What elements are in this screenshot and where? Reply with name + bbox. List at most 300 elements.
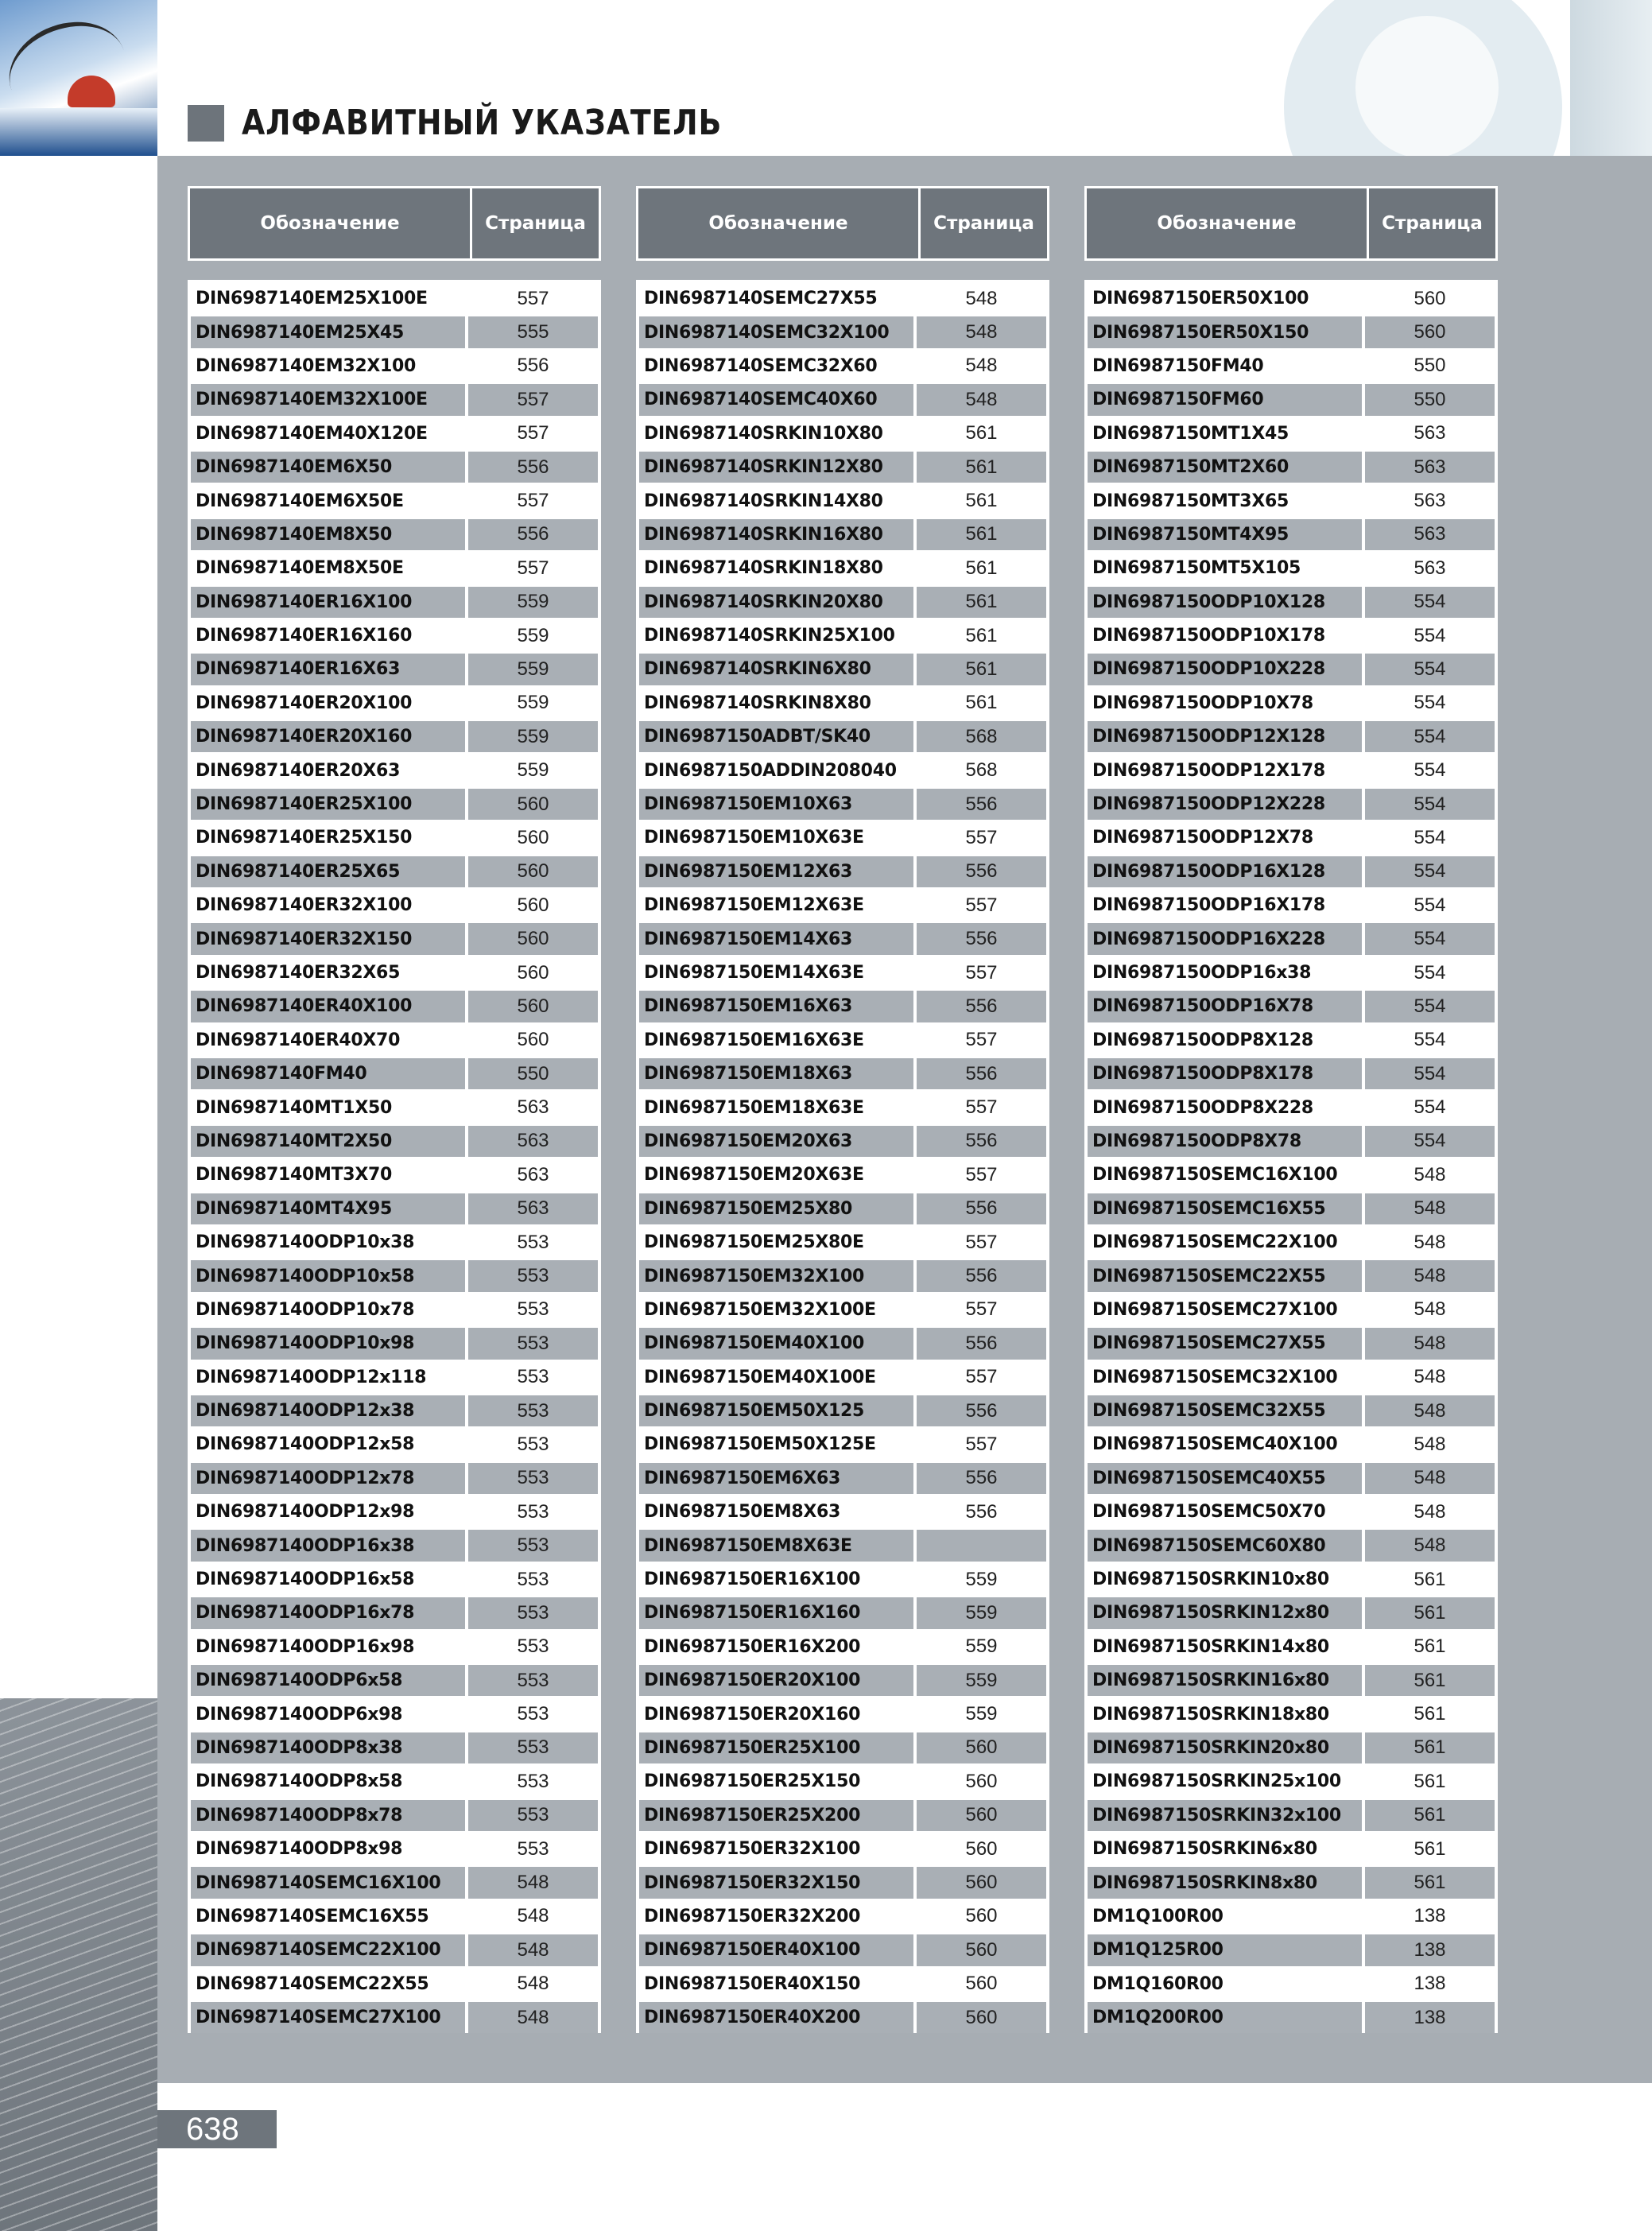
page-cell: 561 (1365, 1665, 1495, 1696)
table-row (1088, 1058, 1495, 1089)
table-row (191, 1395, 598, 1426)
page-cell: 568 (917, 721, 1046, 752)
designation-header: Обозначение (638, 188, 918, 258)
table-row (191, 1934, 598, 1965)
designation-cell: DIN6987140ODP6x58 (191, 1665, 465, 1696)
designation-cell: DIN6987140ODP12x78 (191, 1463, 465, 1494)
page-cell: 556 (468, 351, 598, 382)
designation-cell: DIN6987150ER40X200 (639, 2002, 913, 2033)
page-cell: 559 (917, 1597, 1046, 1628)
table-row (639, 351, 1046, 382)
table-row (191, 1867, 598, 1898)
designation-cell: DIN6987150SEMC50X70 (1088, 1496, 1362, 1527)
designation-cell: DIN6987150ER16X100 (639, 1564, 913, 1595)
page-cell: 550 (468, 1058, 598, 1089)
page-cell: 559 (468, 755, 598, 786)
page-cell: 553 (468, 1463, 598, 1494)
table-row (191, 1800, 598, 1831)
designation-cell: DIN6987150ODP10X128 (1088, 587, 1362, 618)
table-row (639, 1159, 1046, 1190)
designation-cell: DIN6987140ER25X150 (191, 822, 465, 853)
page-title: АЛФАВИТНЫЙ УКАЗАТЕЛЬ (242, 103, 723, 143)
designation-cell: DIN6987150ADBT/SK40 (639, 721, 913, 752)
page-cell: 555 (468, 316, 598, 347)
page-cell: 548 (1365, 1227, 1495, 1258)
page-cell: 557 (917, 1159, 1046, 1190)
page-cell: 553 (468, 1665, 598, 1696)
page-cell: 561 (917, 519, 1046, 550)
page-cell: 559 (917, 1564, 1046, 1595)
table-row (1088, 1698, 1495, 1729)
page-cell: 560 (917, 1732, 1046, 1763)
table-row (191, 789, 598, 820)
table-row (639, 519, 1046, 550)
designation-cell: DIN6987150SEMC27X100 (1088, 1294, 1362, 1325)
table-row (1088, 789, 1495, 820)
designation-cell: DIN6987140SEMC27X55 (639, 283, 913, 314)
table-row (639, 1766, 1046, 1797)
designation-cell: DIN6987150EM12X63 (639, 856, 913, 887)
table-row (191, 351, 598, 382)
designation-cell: DIN6987140SRKIN8X80 (639, 688, 913, 719)
page-header: Страница (472, 188, 599, 258)
page-number: 638 (157, 2110, 277, 2148)
page-cell: 548 (1365, 1395, 1495, 1426)
designation-cell: DIN6987140ER25X65 (191, 856, 465, 887)
designation-cell: DM1Q125R00 (1088, 1934, 1362, 1965)
designation-cell: DIN6987150EM50X125 (639, 1395, 913, 1426)
designation-cell: DIN6987150ER32X200 (639, 1901, 913, 1932)
table-row (191, 1901, 598, 1932)
table-row (191, 1260, 598, 1291)
page-cell: 553 (468, 1564, 598, 1595)
page-cell: 554 (1365, 789, 1495, 820)
designation-cell: DIN6987140FM40 (191, 1058, 465, 1089)
designation-cell: DIN6987150SRKIN16x80 (1088, 1665, 1362, 1696)
designation-cell: DIN6987140ODP16x78 (191, 1597, 465, 1628)
left-margin-strip (0, 156, 157, 2231)
designation-cell: DIN6987150SEMC40X100 (1088, 1429, 1362, 1460)
table-row (191, 2002, 598, 2033)
designation-cell: DIN6987150ODP12X78 (1088, 822, 1362, 853)
table-row (1088, 957, 1495, 988)
index-column-3 (1084, 186, 1498, 2035)
designation-cell: DIN6987150ODP16X228 (1088, 923, 1362, 954)
designation-cell: DIN6987150EM14X63E (639, 957, 913, 988)
table-row (639, 1732, 1046, 1763)
page-cell: 554 (1365, 755, 1495, 786)
table-row (1088, 418, 1495, 449)
page-cell: 548 (1365, 1159, 1495, 1190)
designation-cell: DIN6987150EM8X63E (639, 1530, 913, 1561)
page-cell: 548 (1365, 1530, 1495, 1561)
designation-cell: DIN6987150SRKIN14x80 (1088, 1632, 1362, 1663)
table-row (639, 721, 1046, 752)
designation-header: Обозначение (1087, 188, 1367, 258)
page-cell: 548 (1365, 1193, 1495, 1224)
page-cell: 560 (468, 923, 598, 954)
table-row (1088, 1766, 1495, 1797)
designation-cell: DM1Q100R00 (1088, 1901, 1362, 1932)
table-row (191, 1665, 598, 1696)
designation-cell: DIN6987150EM10X63E (639, 822, 913, 853)
designation-cell: DIN6987140SRKIN14X80 (639, 485, 913, 516)
designation-cell: DIN6987140SEMC16X55 (191, 1901, 465, 1932)
designation-cell: DIN6987140MT3X70 (191, 1159, 465, 1190)
designation-cell: DIN6987150SEMC32X100 (1088, 1362, 1362, 1393)
table-row (191, 384, 598, 415)
page-cell: 553 (468, 1833, 598, 1864)
table-row (191, 923, 598, 954)
designation-cell: DIN6987150FM40 (1088, 351, 1362, 382)
table-row (1088, 1260, 1495, 1291)
table-row (191, 1969, 598, 2000)
designation-cell: DIN6987140ER20X100 (191, 688, 465, 719)
page-cell: 548 (917, 283, 1046, 314)
decorative-wave-pattern (0, 1698, 157, 2231)
kitesurf-photo (0, 0, 157, 156)
table-row (1088, 1092, 1495, 1123)
table-row (191, 620, 598, 651)
table-row (639, 1632, 1046, 1663)
table-row (1088, 856, 1495, 887)
designation-cell: DIN6987140SRKIN12X80 (639, 452, 913, 483)
table-row (191, 688, 598, 719)
page-cell: 548 (917, 351, 1046, 382)
page-cell: 557 (917, 822, 1046, 853)
designation-cell: DIN6987140ODP12x98 (191, 1496, 465, 1527)
table-row (1088, 1969, 1495, 2000)
page-cell: 556 (917, 856, 1046, 887)
page-cell: 559 (468, 587, 598, 618)
table-row (639, 384, 1046, 415)
table-row (191, 1632, 598, 1663)
designation-cell: DIN6987140ODP8x38 (191, 1732, 465, 1763)
page-cell: 560 (917, 1934, 1046, 1965)
designation-cell: DIN6987140ER40X70 (191, 1025, 465, 1056)
designation-cell: DIN6987150ER16X200 (639, 1632, 913, 1663)
designation-cell: DIN6987140ODP8x78 (191, 1800, 465, 1831)
designation-cell: DIN6987150ADDIN208040 (639, 755, 913, 786)
table-row (639, 1429, 1046, 1460)
page-cell: 560 (917, 1969, 1046, 2000)
table-row (1088, 1564, 1495, 1595)
table-row (191, 1058, 598, 1089)
table-row (639, 316, 1046, 347)
table-row (191, 1092, 598, 1123)
page-cell: 548 (468, 1867, 598, 1898)
column-header (188, 186, 601, 261)
designation-cell: DIN6987140MT4X95 (191, 1193, 465, 1224)
designation-cell: DIN6987140SEMC32X100 (639, 316, 913, 347)
designation-cell: DIN6987140ER25X100 (191, 789, 465, 820)
table-row (191, 1530, 598, 1561)
page-cell: 557 (468, 283, 598, 314)
designation-cell: DIN6987140ER16X160 (191, 620, 465, 651)
page-cell: 563 (468, 1159, 598, 1190)
page-cell: 553 (468, 1766, 598, 1797)
designation-cell: DIN6987150SEMC16X55 (1088, 1193, 1362, 1224)
page-cell: 561 (1365, 1564, 1495, 1595)
page-cell: 560 (917, 1766, 1046, 1797)
designation-cell: DIN6987140EM6X50E (191, 485, 465, 516)
designation-cell: DIN6987140EM8X50E (191, 553, 465, 584)
table-row (1088, 1665, 1495, 1696)
page-cell: 560 (468, 856, 598, 887)
table-row (639, 587, 1046, 618)
designation-cell: DIN6987150SRKIN12x80 (1088, 1597, 1362, 1628)
table-row (1088, 1833, 1495, 1864)
page-cell: 548 (1365, 1463, 1495, 1494)
page-cell: 556 (468, 519, 598, 550)
designation-cell: DIN6987140ER32X150 (191, 923, 465, 954)
page-cell: 548 (468, 1934, 598, 1965)
designation-cell: DIN6987150ODP16X78 (1088, 991, 1362, 1022)
page-cell: 559 (468, 620, 598, 651)
designation-cell: DIN6987140ODP8x98 (191, 1833, 465, 1864)
page-cell: 557 (917, 1294, 1046, 1325)
designation-cell: DIN6987140SEMC27X100 (191, 2002, 465, 2033)
page-cell: 556 (917, 1463, 1046, 1494)
designation-cell: DIN6987140SRKIN6X80 (639, 654, 913, 685)
designation-cell: DIN6987140EM32X100 (191, 351, 465, 382)
table-row (1088, 1632, 1495, 1663)
designation-cell: DIN6987140SRKIN18X80 (639, 553, 913, 584)
page-cell: 548 (1365, 1260, 1495, 1291)
page-cell: 553 (468, 1530, 598, 1561)
table-row (1088, 1901, 1495, 1932)
designation-cell: DIN6987150SEMC60X80 (1088, 1530, 1362, 1561)
table-row (191, 1294, 598, 1325)
page-cell: 568 (917, 755, 1046, 786)
page-cell: 563 (1365, 519, 1495, 550)
page-cell: 561 (917, 587, 1046, 618)
designation-cell: DIN6987150ODP16x38 (1088, 957, 1362, 988)
table-row (1088, 923, 1495, 954)
page-cell: 561 (1365, 1833, 1495, 1864)
designation-cell: DIN6987150EM10X63 (639, 789, 913, 820)
table-row (639, 1597, 1046, 1628)
table-row (1088, 2002, 1495, 2033)
designation-cell: DIN6987150EM40X100E (639, 1362, 913, 1393)
designation-cell: DIN6987150SEMC22X55 (1088, 1260, 1362, 1291)
table-row (639, 452, 1046, 483)
table-row (191, 418, 598, 449)
page-cell: 553 (468, 1800, 598, 1831)
page-cell: 548 (468, 2002, 598, 2033)
page-cell: 563 (1365, 485, 1495, 516)
index-rows (188, 280, 601, 2033)
table-row (639, 1969, 1046, 2000)
table-row (191, 1126, 598, 1157)
table-row (191, 1025, 598, 1056)
page-cell: 557 (917, 1092, 1046, 1123)
designation-cell: DIN6987150EM20X63E (639, 1159, 913, 1190)
page-cell: 556 (917, 1058, 1046, 1089)
table-row (1088, 452, 1495, 483)
table-row (1088, 519, 1495, 550)
table-row (639, 1260, 1046, 1291)
page-cell: 561 (917, 553, 1046, 584)
table-row (1088, 654, 1495, 685)
table-row (1088, 283, 1495, 314)
page-cell: 563 (468, 1193, 598, 1224)
designation-cell: DIN6987150EM32X100E (639, 1294, 913, 1325)
table-row (1088, 688, 1495, 719)
page-cell: 560 (1365, 283, 1495, 314)
table-row (639, 1193, 1046, 1224)
designation-cell: DIN6987140SRKIN10X80 (639, 418, 913, 449)
designation-cell: DIN6987140SRKIN25X100 (639, 620, 913, 651)
page-cell: 556 (917, 1496, 1046, 1527)
page-cell: 554 (1365, 1058, 1495, 1089)
page-cell: 560 (468, 789, 598, 820)
page-cell: 556 (917, 991, 1046, 1022)
page-cell: 554 (1365, 923, 1495, 954)
page-cell: 554 (1365, 1126, 1495, 1157)
page-cell: 563 (468, 1092, 598, 1123)
page-cell: 559 (917, 1665, 1046, 1696)
page-cell: 560 (468, 957, 598, 988)
table-row (1088, 890, 1495, 921)
page-cell: 557 (917, 1227, 1046, 1258)
page-cell: 548 (1365, 1496, 1495, 1527)
table-row (191, 485, 598, 516)
designation-cell: DIN6987150SRKIN10x80 (1088, 1564, 1362, 1595)
designation-cell: DIN6987150EM16X63E (639, 1025, 913, 1056)
designation-cell: DIN6987150EM18X63 (639, 1058, 913, 1089)
table-row (639, 1698, 1046, 1729)
designation-cell: DIN6987140MT2X50 (191, 1126, 465, 1157)
page-cell: 556 (917, 789, 1046, 820)
table-row (1088, 1496, 1495, 1527)
page-cell: 548 (1365, 1294, 1495, 1325)
designation-cell: DIN6987150ODP16X128 (1088, 856, 1362, 887)
table-row (639, 789, 1046, 820)
table-row (191, 1362, 598, 1393)
page-cell: 561 (1365, 1597, 1495, 1628)
designation-cell: DIN6987150ODP12X128 (1088, 721, 1362, 752)
table-row (191, 856, 598, 887)
designation-cell: DIN6987150ER40X100 (639, 1934, 913, 1965)
page-cell: 554 (1365, 822, 1495, 853)
designation-cell: DIN6987140ER16X63 (191, 654, 465, 685)
page-cell: 563 (1365, 452, 1495, 483)
table-row (639, 1058, 1046, 1089)
page-cell: 553 (468, 1294, 598, 1325)
table-row (191, 822, 598, 853)
designation-cell: DIN6987140EM6X50 (191, 452, 465, 483)
page-cell: 560 (917, 2002, 1046, 2033)
designation-cell: DIN6987140ER20X160 (191, 721, 465, 752)
designation-cell: DIN6987150ER20X100 (639, 1665, 913, 1696)
index-rows (636, 280, 1049, 2033)
designation-cell: DIN6987150MT5X105 (1088, 553, 1362, 584)
table-row (191, 1328, 598, 1359)
page-cell: 559 (468, 721, 598, 752)
designation-cell: DIN6987150SRKIN8x80 (1088, 1867, 1362, 1898)
page-cell: 559 (468, 688, 598, 719)
page-cell: 561 (917, 654, 1046, 685)
designation-cell: DM1Q160R00 (1088, 1969, 1362, 2000)
table-row (1088, 1597, 1495, 1628)
table-row (639, 822, 1046, 853)
table-row (191, 316, 598, 347)
designation-cell: DIN6987150ER32X150 (639, 1867, 913, 1898)
page-cell: 563 (1365, 553, 1495, 584)
page-cell: 556 (917, 1126, 1046, 1157)
designation-cell: DIN6987140SEMC16X100 (191, 1867, 465, 1898)
page-cell: 548 (1365, 1429, 1495, 1460)
designation-cell: DIN6987150ER25X200 (639, 1800, 913, 1831)
table-row (639, 485, 1046, 516)
page-cell: 554 (1365, 1092, 1495, 1123)
designation-cell: DIN6987140ODP6x98 (191, 1698, 465, 1729)
table-row (639, 1867, 1046, 1898)
table-row (639, 553, 1046, 584)
page-cell: 557 (468, 485, 598, 516)
designation-cell: DIN6987140SRKIN20X80 (639, 587, 913, 618)
page-cell: 548 (1365, 1362, 1495, 1393)
designation-cell: DIN6987140EM32X100E (191, 384, 465, 415)
designation-cell: DIN6987150EM25X80 (639, 1193, 913, 1224)
page-cell: 553 (468, 1632, 598, 1663)
column-header (636, 186, 1049, 261)
page-cell: 561 (917, 418, 1046, 449)
table-row (191, 587, 598, 618)
page-cell: 554 (1365, 620, 1495, 651)
table-row (1088, 1867, 1495, 1898)
designation-cell: DIN6987150ODP8X128 (1088, 1025, 1362, 1056)
table-row (639, 890, 1046, 921)
table-row (639, 1530, 1046, 1561)
designation-cell: DIN6987140ODP12x118 (191, 1362, 465, 1393)
designation-cell: DIN6987140ODP16x38 (191, 1530, 465, 1561)
designation-cell: DIN6987140ER32X100 (191, 890, 465, 921)
designation-cell: DIN6987150EM18X63E (639, 1092, 913, 1123)
designation-cell: DIN6987140SEMC22X55 (191, 1969, 465, 2000)
designation-cell: DIN6987140ODP16x98 (191, 1632, 465, 1663)
page-cell: 553 (468, 1227, 598, 1258)
designation-cell: DIN6987150ODP12X228 (1088, 789, 1362, 820)
table-row (639, 1934, 1046, 1965)
page-cell: 553 (468, 1328, 598, 1359)
page-cell: 561 (1365, 1867, 1495, 1898)
table-row (191, 991, 598, 1022)
designation-cell: DIN6987140ER40X100 (191, 991, 465, 1022)
designation-cell: DIN6987150SRKIN18x80 (1088, 1698, 1362, 1729)
page-cell: 554 (1365, 654, 1495, 685)
table-row (1088, 1395, 1495, 1426)
designation-cell: DIN6987150ER40X150 (639, 1969, 913, 2000)
page-cell: 560 (468, 1025, 598, 1056)
page-cell: 556 (917, 1260, 1046, 1291)
page-header: Страница (1369, 188, 1495, 258)
designation-cell: DIN6987150SRKIN25x100 (1088, 1766, 1362, 1797)
page-cell: 554 (1365, 991, 1495, 1022)
table-row (1088, 1800, 1495, 1831)
table-row (639, 1025, 1046, 1056)
table-row (639, 1227, 1046, 1258)
designation-cell: DIN6987150FM60 (1088, 384, 1362, 415)
page-cell: 557 (468, 418, 598, 449)
page-cell: 554 (1365, 856, 1495, 887)
table-row (1088, 1159, 1495, 1190)
page-cell: 138 (1365, 2002, 1495, 2033)
designation-cell: DIN6987150EM14X63 (639, 923, 913, 954)
designation-cell: DIN6987150ER50X100 (1088, 283, 1362, 314)
table-row (1088, 1463, 1495, 1494)
